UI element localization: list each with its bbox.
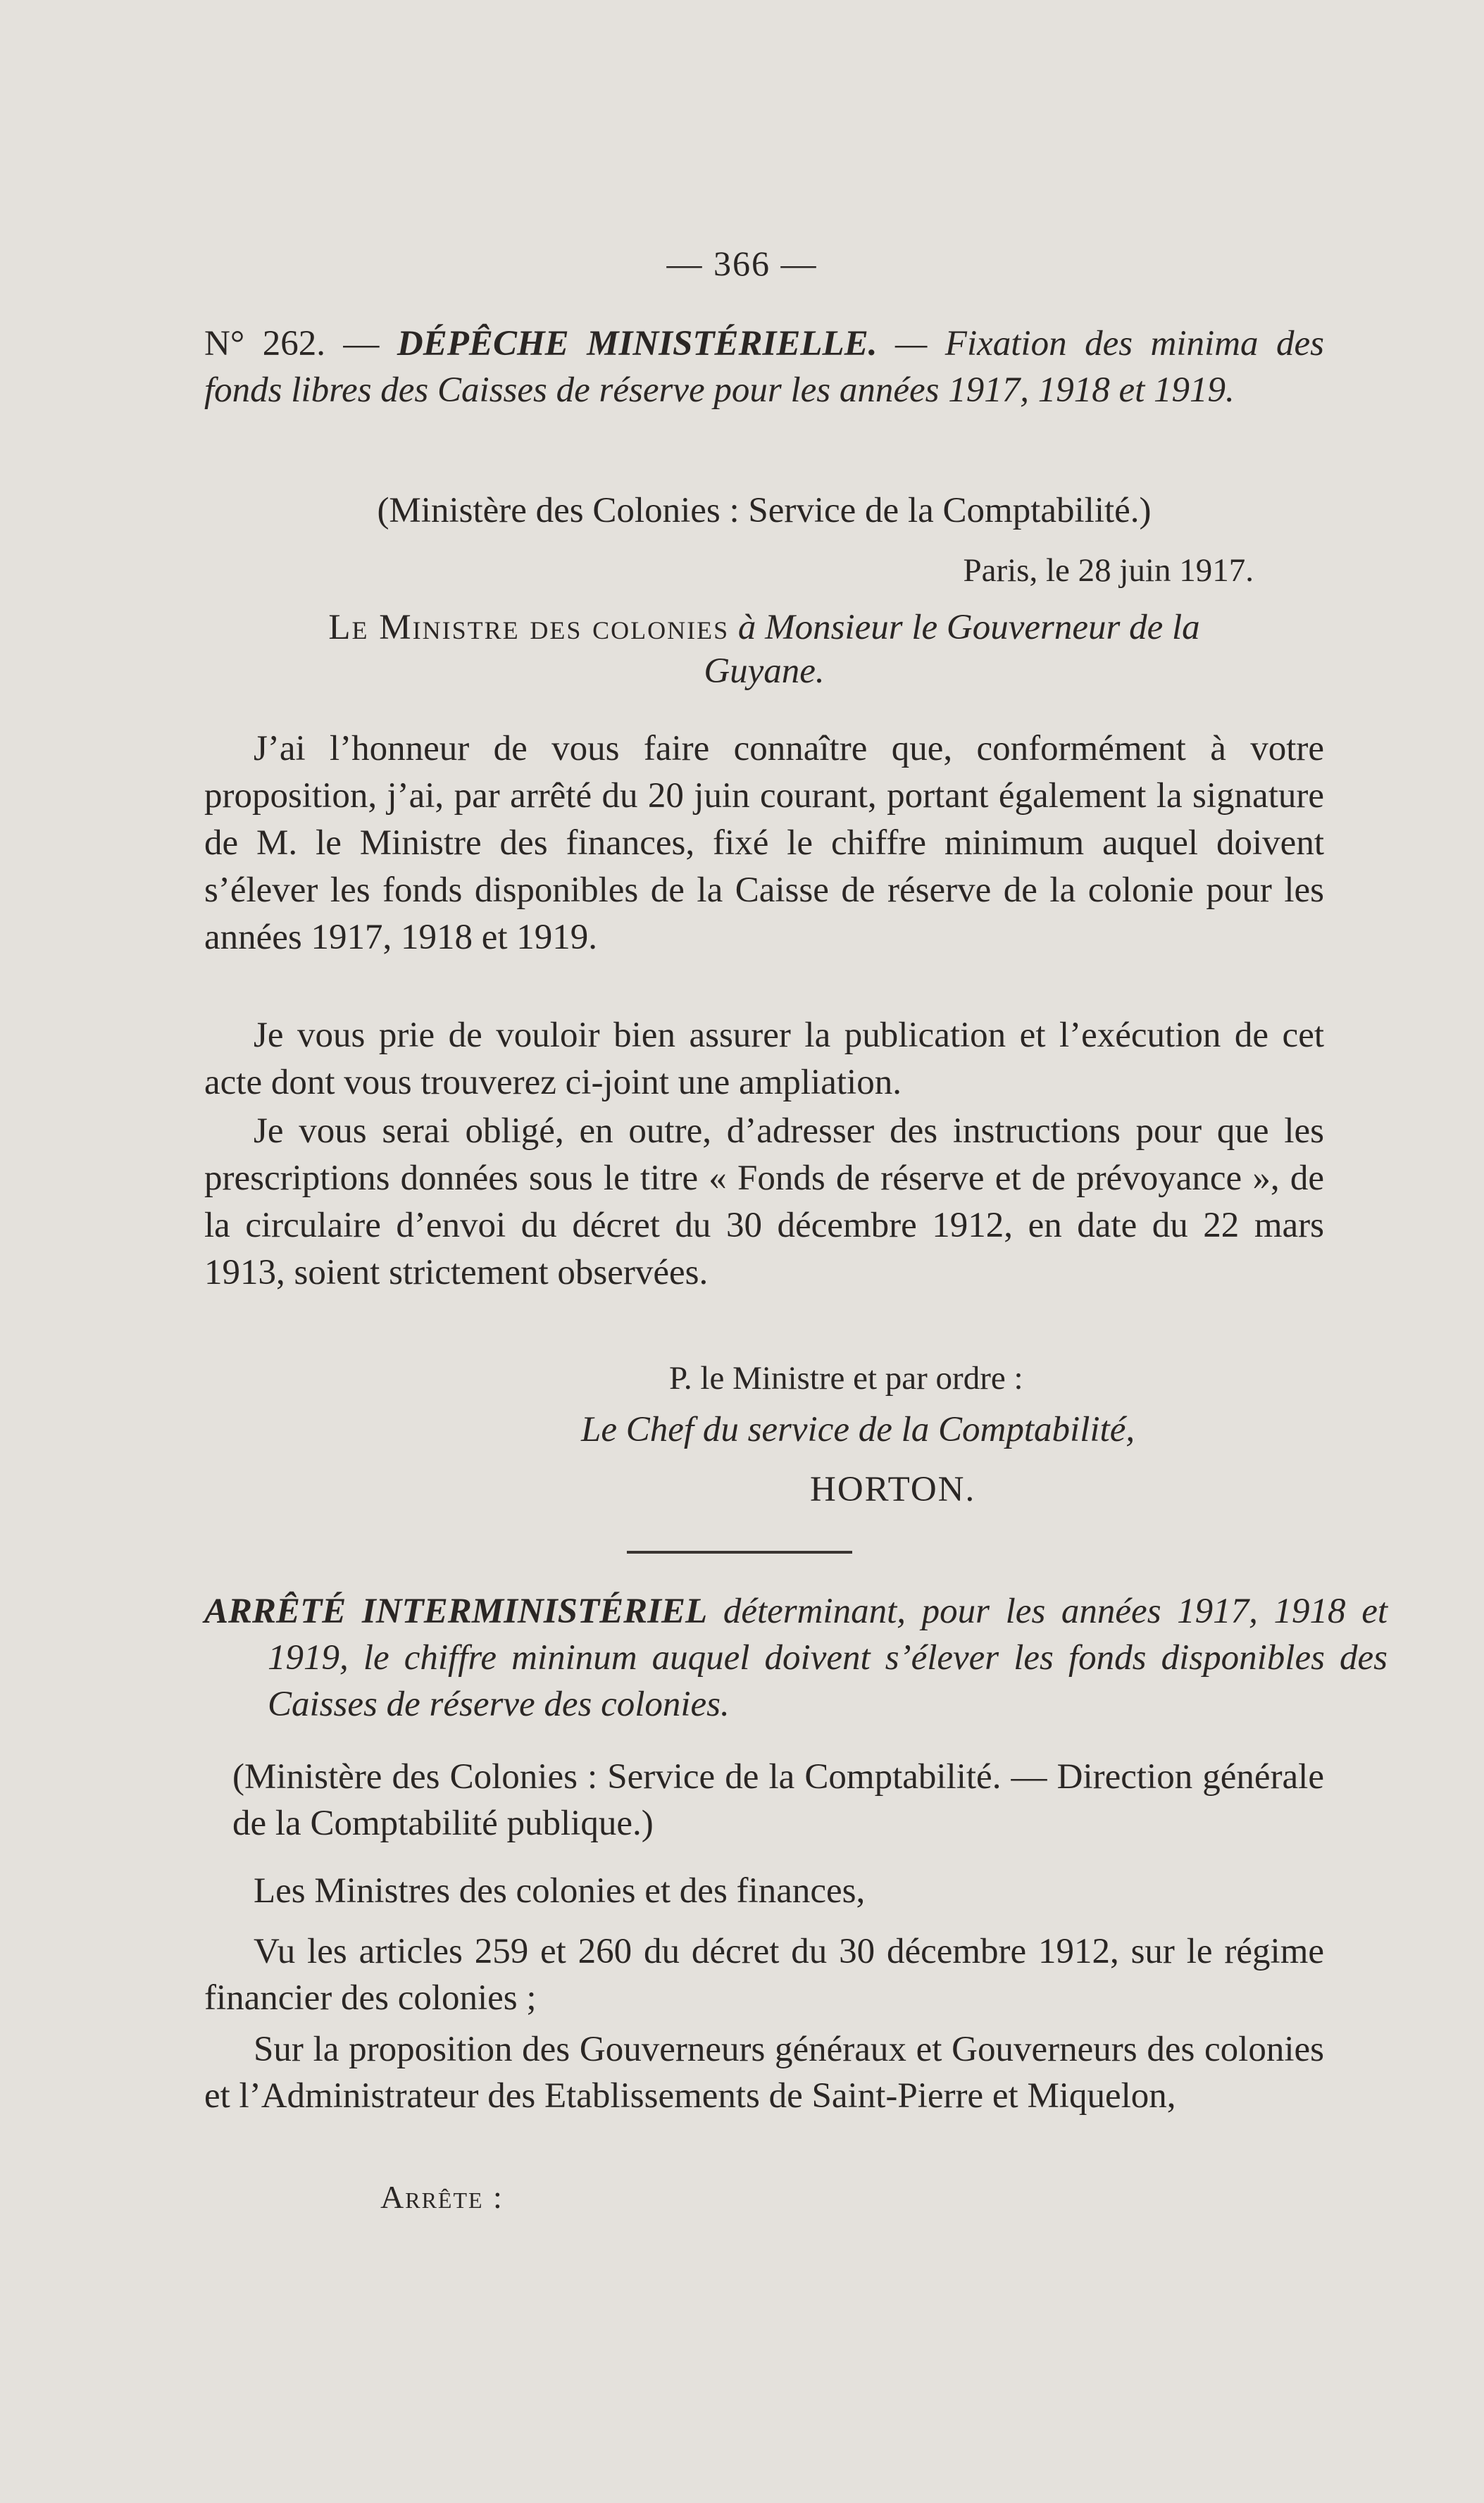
letter-paragraph-2: Je vous prie de vouloir bien assurer la publication et l’exécution de cet acte dont vous trouverez ci-joint une ampliation.: [204, 1016, 1324, 1102]
letter-date: Paris, le 28 juin 1917.: [963, 552, 1254, 589]
letter-address: [204, 606, 1324, 693]
letter-sender: Le Ministre des colonies: [328, 608, 730, 647]
page-number: — 366 —: [666, 244, 818, 283]
letter-paragraph-1: J’ai l’honneur de vous faire connaître que, conformément à votre proposition, j’ai, par arrêté du 20 juin courant, portant également la signature de M. le Ministre des finances, fixé le chiffre minimum auquel doivent s’élever les fonds disponibles de la Caisse de réserve de la colonie pour les années 1917, 1918 et 1919.: [204, 729, 1324, 957]
section1-title: DÉPÊCHE MINISTÉRIELLE.: [397, 324, 878, 363]
arrete-line: Arrête :: [380, 2179, 504, 2215]
section2-subject: déterminant, pour les années 1917, 1918 et 1919, le chiffre mininum auquel doivent s’élever les fonds disponibles des Caisses de réserve des colonies.: [268, 1592, 1388, 1724]
section1-source: (Ministère des Colonies : Service de la Comptabilité.): [377, 491, 1152, 530]
section2-heading: [204, 1588, 1388, 1728]
ministers-line: Les Ministres des colonies et des finances,: [254, 1871, 866, 1911]
letter-paragraph-3: Je vous serai obligé, en outre, d’adresser des instructions pour que les prescriptions données sous le titre « Fonds de réserve et de prévoyance », de la circulaire d’envoi du décret du 30 décembre 1912, en date du 22 mars 1913, soient strictement observées.: [204, 1111, 1324, 1292]
section1-number: N° 262. —: [204, 324, 380, 363]
signature-line-2: Le Chef du service de la Comptabilité,: [581, 1410, 1135, 1449]
sur-paragraph: Sur la proposition des Gouverneurs généraux et Gouverneurs des colonies et l’Administrateur des Etablissements de Saint-Pierre et Miquelon,: [204, 2030, 1324, 2116]
section2-title: ARRÊTÉ INTERMINISTÉRIEL: [204, 1592, 708, 1631]
section-divider: [627, 1551, 852, 1554]
vu-paragraph: Vu les articles 259 et 260 du décret du 30 décembre 1912, sur le régime financier des colonies ;: [204, 1932, 1324, 2018]
section2-source: (Ministère des Colonies : Service de la Comptabilité. — Direction générale de la Comptabilité publique.): [232, 1757, 1324, 1843]
signature-line-1: P. le Ministre et par ordre :: [669, 1360, 1023, 1397]
signature-name: HORTON.: [810, 1470, 976, 1509]
letter-recipient: à Monsieur le Gouverneur de la Guyane.: [704, 608, 1200, 691]
section1-heading: [204, 320, 1324, 413]
section1-subject: — Fixation des minima des fonds libres des Caisses de réserve pour les années 1917, 1918 et 1919.: [204, 324, 1324, 410]
